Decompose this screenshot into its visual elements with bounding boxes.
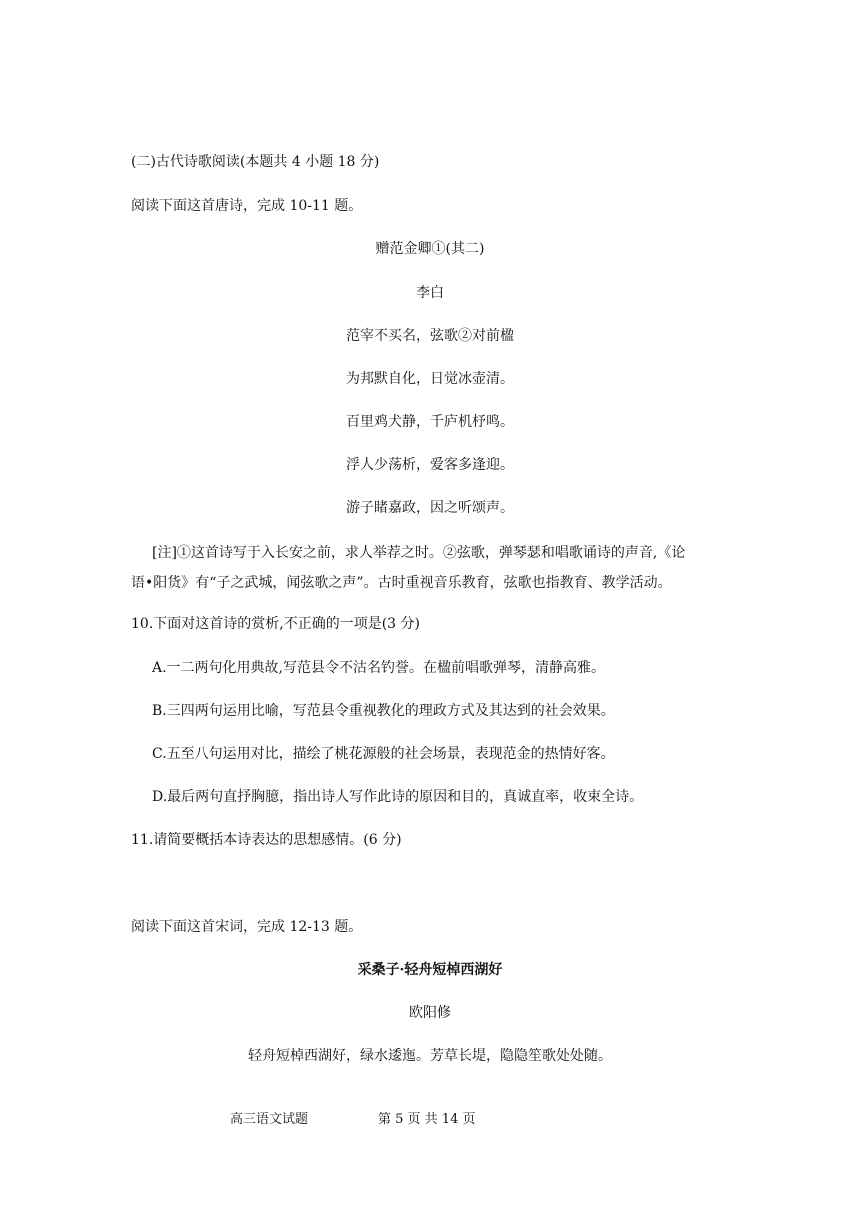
poem1-note-line: [注]①这首诗写于入长安之前，求人举荐之时。②弦歌，弹琴瑟和唱歌诵诗的声音,《论 xyxy=(152,545,686,561)
poem1-title: 赠范金卿①(其二) xyxy=(375,241,485,257)
poem1-note-line: 语•阳货》有“子之武城，闻弦歌之声”。古时重视音乐教育，弦歌也指教育、教学活动。 xyxy=(131,575,672,591)
poem1-author: 李白 xyxy=(416,285,444,301)
poem1-line: 为邦默自化，日觉冰壶清。 xyxy=(346,371,514,387)
poem1-line: 游子睹嘉政，因之听颂声。 xyxy=(346,500,514,516)
poem2-author: 欧阳修 xyxy=(409,1005,451,1021)
poem2-line: 轻舟短棹西湖好，绿水逶迤。芳草长堤，隐隐笙歌处处随。 xyxy=(248,1048,612,1064)
poem1-line: 范宰不买名，弦歌②对前楹 xyxy=(346,328,514,344)
poem1-line: 百里鸡犬静，千庐机杼鸣。 xyxy=(346,414,514,430)
poem1-line: 浮人少荡析，爱客多逢迎。 xyxy=(346,457,514,473)
question10-option-b: B.三四两句运用比喻，写范县令重视教化的理政方式及其达到的社会效果。 xyxy=(152,703,615,719)
poem2-instruction: 阅读下面这首宋词，完成 12-13 题。 xyxy=(131,919,363,935)
question10-option-d: D.最后两句直抒胸臆，指出诗人写作此诗的原因和目的，真诚直率，收束全诗。 xyxy=(152,789,644,805)
question10-option-a: A.一二两句化用典故,写范县令不沽名钓誉。在楹前唱歌弹琴，清静高雅。 xyxy=(152,660,606,676)
section-heading: (二)古代诗歌阅读(本题共 4 小题 18 分) xyxy=(131,154,380,170)
question10-stem: 10.下面对这首诗的赏析,不正确的一项是(3 分) xyxy=(131,616,420,632)
footer-page-info: 第 5 页 共 14 页 xyxy=(378,1112,476,1127)
question11-stem: 11.请简要概括本诗表达的思想感情。(6 分) xyxy=(131,832,402,848)
poem1-instruction: 阅读下面这首唐诗，完成 10-11 题。 xyxy=(131,198,363,214)
poem2-title: 采桑子·轻舟短棹西湖好 xyxy=(357,962,503,978)
question10-option-c: C.五至八句运用对比，描绘了桃花源般的社会场景，表现范金的热情好客。 xyxy=(152,746,615,762)
footer-subject: 高三语文试题 xyxy=(230,1112,309,1127)
